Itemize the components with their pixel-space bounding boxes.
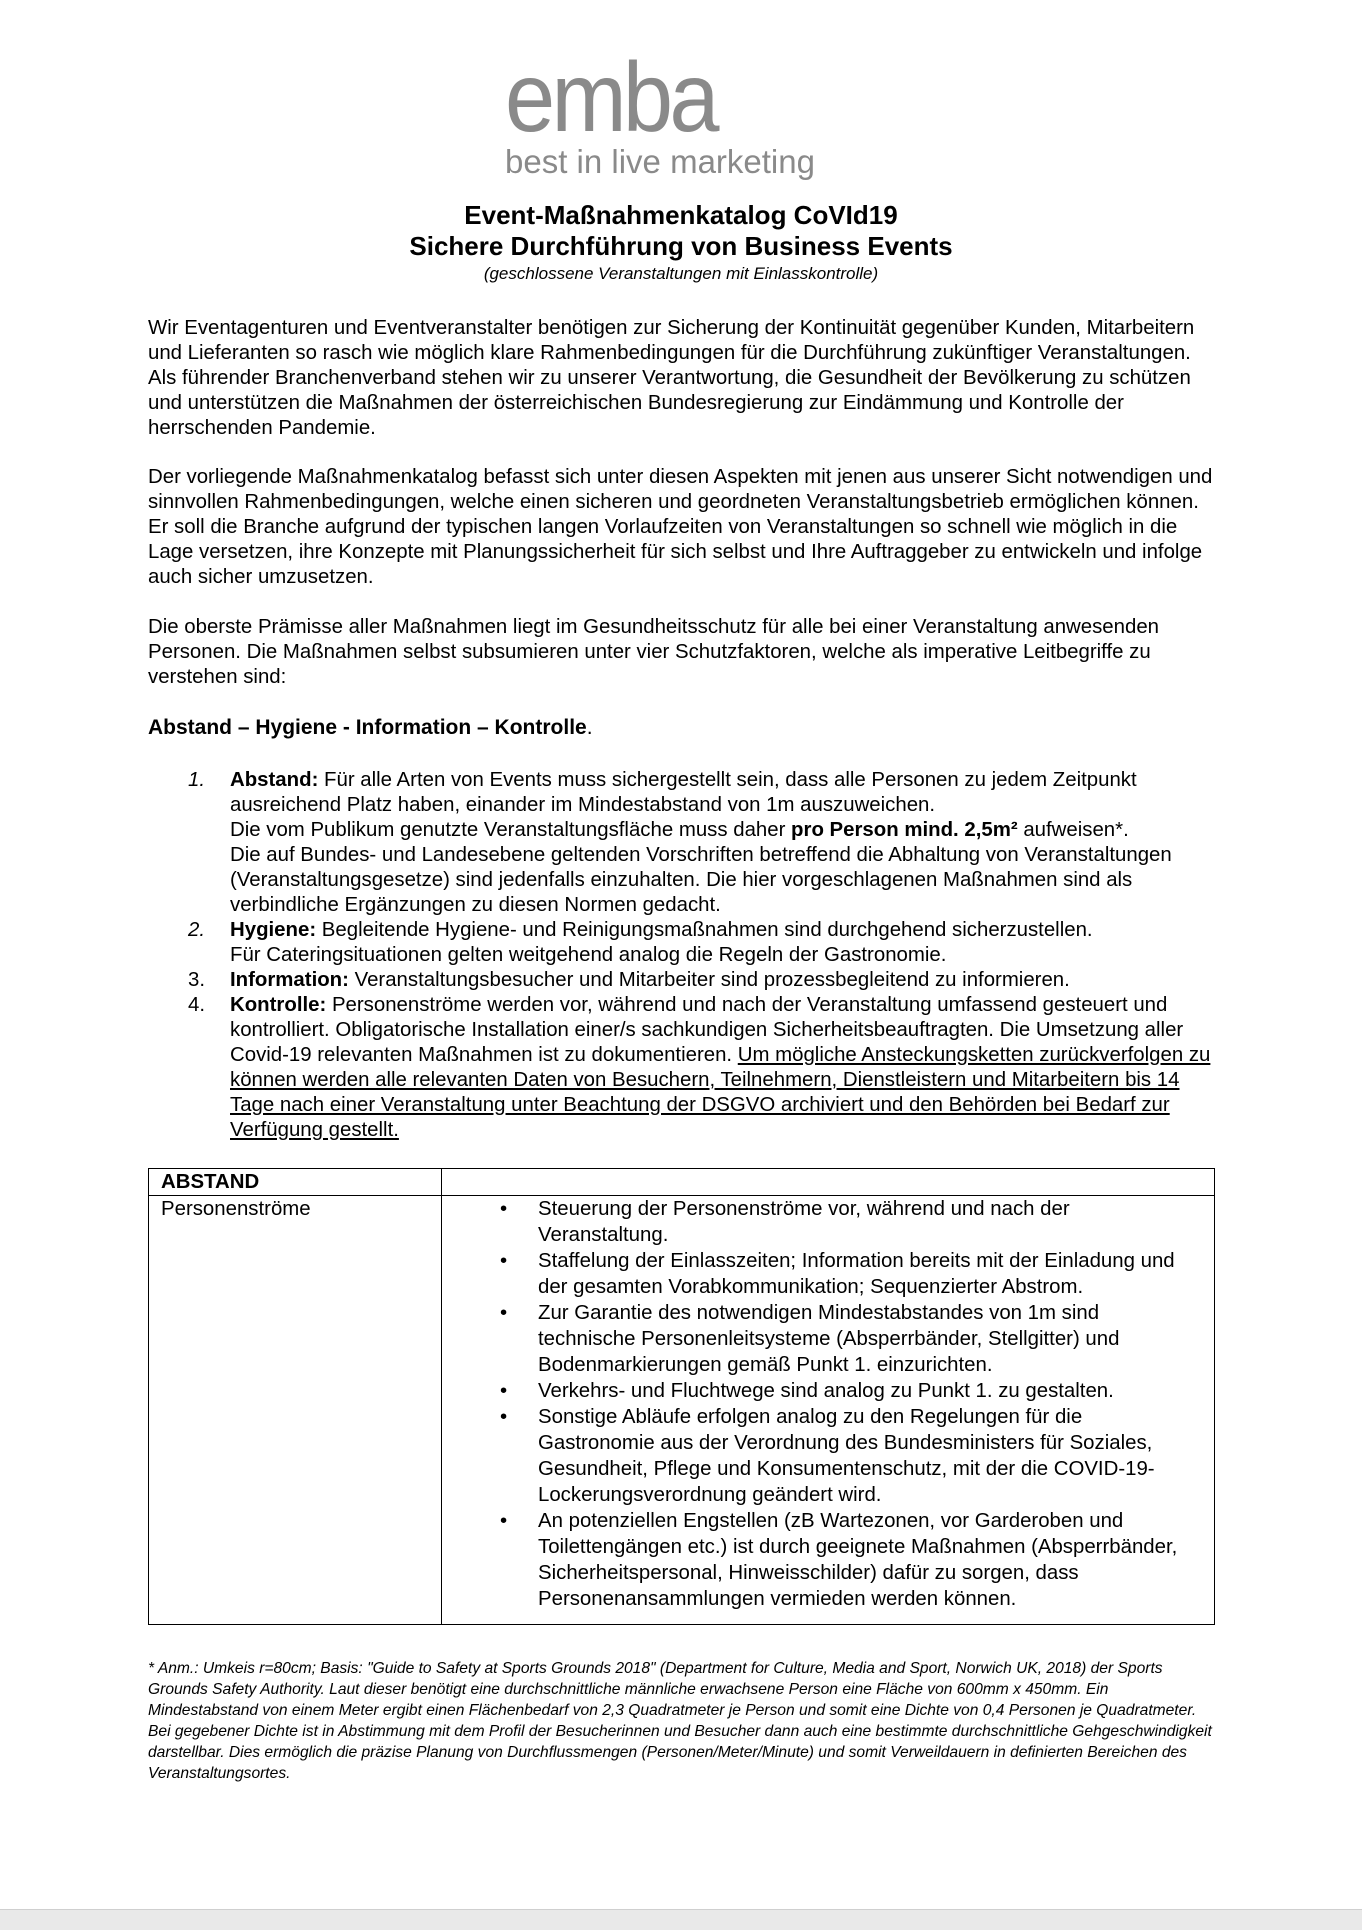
- list-item-text: [230, 768, 1220, 818]
- bullet-text: Staffelung der Einlasszeiten; Information bereits mit der Einladung und der gesamten Vorabkommunikation; Sequenzierter Abstrom.: [538, 1250, 1175, 1298]
- list-text: Begleitende Hygiene- und Reinigungsmaßnahmen sind durchgehend sicherzustellen.: [316, 919, 1093, 941]
- list-item-text: Für Cateringsituationen gelten weitgehend analog die Regeln der Gastronomie.: [230, 944, 947, 966]
- bullet-item: [454, 1508, 1202, 1612]
- list-item-abstand: [148, 768, 1220, 918]
- list-emphasis: pro Person mind. 2,5m²: [791, 819, 1018, 841]
- list-item-kontrolle: [148, 993, 1220, 1143]
- table-header-cell: [149, 1169, 442, 1196]
- list-term: Kontrolle:: [230, 994, 327, 1016]
- bullet-text: Zur Garantie des notwendigen Mindestabstandes von 1m sind technische Personenleitsysteme (Absperrbänder, Stellgitter) und Bodenmarkierungen gemäß Punkt 1. einzurichten.: [538, 1302, 1120, 1376]
- bullet-icon: •: [500, 1198, 508, 1220]
- table-row-label: Personenströme: [149, 1196, 442, 1625]
- logo-wordmark: emba: [505, 42, 716, 152]
- bullet-item: [454, 1196, 1202, 1248]
- bullet-item: [454, 1404, 1202, 1508]
- table-header-cell-empty: [442, 1169, 1215, 1196]
- document-subtitle-heading: Sichere Durchführung von Business Events: [409, 231, 953, 261]
- bullet-text: Steuerung der Personenströme vor, während und nach der Veranstaltung.: [538, 1198, 1070, 1246]
- list-number: 3.: [188, 969, 206, 991]
- bullet-text: Sonstige Abläufe erfolgen analog zu den Regelungen für die Gastronomie aus der Verordnung des Bundesministers für Soziales, Gesundheit, Pflege und Konsumentenschutz, mit der die COVID-19-Lockerungsverordnung geändert wird.: [538, 1406, 1155, 1506]
- intro-paragraph-1: Wir Eventagenturen und Eventveranstalter benötigen zur Sicherung der Kontinuität gegenüber Kunden, Mitarbeitern und Lieferanten so rasch wie möglich klare Rahmenbedingungen für die Durchführung zukünftiger Veranstaltungen. Als führender Branchenverband stehen wir zu unserer Verantwortung, die Gesundheit der Bevölkerung zu schützen und unterstützen die Maßnahmen der österreichischen Bundesregierung zur Eindämmung und Kontrolle der herrschenden Pandemie.: [148, 317, 1195, 439]
- table-header-row: [149, 1169, 1215, 1196]
- list-text: Für alle Arten von Events muss sichergestellt sein, dass alle Personen zu jedem Zeitpunkt ausreichend Platz haben, einander im Mindestabstand von 1m auszuweichen.: [230, 769, 1137, 816]
- list-term: Information:: [230, 969, 349, 991]
- list-item-text: Die auf Bundes- und Landesebene geltenden Vorschriften betreffend die Abhaltung von Veranstaltungen (Veranstaltungsgesetze) sind jedenfalls einzuhalten. Die hier vorgeschlagenen Maßnahmen sind als verbindliche Ergänzungen zu diesen Normen gedacht.: [230, 844, 1172, 916]
- bullet-icon: •: [500, 1510, 508, 1532]
- protection-factors-line: [148, 715, 593, 741]
- list-number: 1.: [188, 769, 206, 791]
- list-text: Personenströme werden vor, während und nach der Veranstaltung umfassend gesteuert und kontrolliert. Obligatorische Installation einer/s sachkundigen Sicherheitsbeauftragten. Die Umsetzung aller Covid-19 relevanten Maßnahmen ist zu dokumentieren.: [230, 994, 1184, 1066]
- list-text: Die vom Publikum genutzte Veranstaltungsfläche muss daher: [230, 819, 792, 841]
- abstand-table: [148, 1168, 1215, 1625]
- list-item-text: [230, 818, 1220, 843]
- list-item-information: [148, 968, 1220, 993]
- table-row: [149, 1196, 1215, 1625]
- measures-list: [148, 768, 1220, 1143]
- emba-logo: [505, 42, 865, 180]
- list-term: Hygiene:: [230, 919, 317, 941]
- list-text: aufweisen*.: [1017, 819, 1129, 841]
- bullet-item: [454, 1378, 1202, 1404]
- document-scope-note: (geschlossene Veranstaltungen mit Einlasskontrolle): [483, 264, 879, 283]
- factors-period: .: [586, 716, 593, 739]
- table-header-text: ABSTAND: [161, 1171, 260, 1193]
- list-number: 4.: [188, 994, 206, 1016]
- bullet-icon: •: [500, 1380, 508, 1402]
- factors-text: Abstand – Hygiene - Information – Kontrolle: [148, 716, 587, 739]
- bullet-item: [454, 1248, 1202, 1300]
- table-row-content: [442, 1196, 1215, 1625]
- bullet-text: Verkehrs- und Fluchtwege sind analog zu Punkt 1. zu gestalten.: [538, 1380, 1114, 1402]
- bullet-list: [454, 1196, 1202, 1624]
- list-item-text: [230, 918, 1220, 943]
- intro-paragraph-3: Die oberste Prämisse aller Maßnahmen liegt im Gesundheitsschutz für alle bei einer Veranstaltung anwesenden Personen. Die Maßnahmen selbst subsumieren unter vier Schutzfaktoren, welche als imperative Leitbegriffe zu verstehen sind:: [148, 616, 1160, 688]
- bullet-icon: •: [500, 1250, 508, 1272]
- list-text: Veranstaltungsbesucher und Mitarbeiter sind prozessbegleitend zu informieren.: [348, 969, 1070, 991]
- list-number: 2.: [188, 919, 206, 941]
- bullet-item: [454, 1300, 1202, 1378]
- list-item-text: [230, 993, 1220, 1143]
- bullet-icon: •: [500, 1302, 508, 1324]
- viewer-bottom-bar: [0, 1909, 1362, 1930]
- list-item-hygiene: [148, 918, 1220, 968]
- logo-tagline: best in live marketing: [505, 143, 815, 180]
- intro-paragraph-2: Der vorliegende Maßnahmenkatalog befasst sich unter diesen Aspekten mit jenen aus unserer Sicht notwendigen und sinnvollen Rahmenbedingungen, welche einen sicheren und geordneten Veranstaltungsbetrieb ermöglichen können. Er soll die Branche aufgrund der typischen langen Vorlaufzeiten von Veranstaltungen so schnell wie möglich in die Lage versetzen, ihre Konzepte mit Planungssicherheit für sich selbst und Ihre Auftraggeber zu entwickeln und infolge auch sicher umzusetzen.: [148, 466, 1213, 588]
- list-item-text: [230, 968, 1220, 993]
- bullet-text: An potenziellen Engstellen (zB Wartezonen, vor Garderoben und Toilettengängen etc.) ist durch geeignete Maßnahmen (Absperrbänder, Sicherheitspersonal, Hinweisschilder) dafür zu sorgen, dass Personenansammlungen vermieden werden können.: [538, 1510, 1178, 1610]
- bullet-icon: •: [500, 1406, 508, 1428]
- footnote: * Anm.: Umkeis r=80cm; Basis: "Guide to Safety at Sports Grounds 2018" (Department for Culture, Media and Sport, Norwich UK, 2018) der Sports Grounds Safety Authority. Laut dieser benötigt eine durchschnittliche männliche erwachsene Person eine Fläche von 600mm x 450mm. Ein Mindestabstand von einem Meter ergibt einen Flächenbedarf von 2,3 Quadratmeter je Person und somit eine Dichte von 0,4 Personen je Quadratmeter. Bei gegebener Dichte ist in Abstimmung mit dem Profil der Besucherinnen und Besucher dann auch eine bestimmte durchschnittliche Gehgeschwindigkeit darstellbar. Dies ermöglich die präzise Planung von Durchflussmengen (Personen/Meter/Minute) und somit Verweildauern in definierten Bereichen des Veranstaltungsortes.: [148, 1660, 1212, 1782]
- list-underlined-text: Um mögliche Ansteckungsketten zurückverfolgen zu können werden alle relevanten Daten von Besuchern, Teilnehmern, Dienstleistern und Mitarbeitern bis 14 Tage nach einer Veranstaltung unter Beachtung der DSGVO archiviert und den Behörden bei Bedarf zur Verfügung gestellt.: [230, 1044, 1211, 1141]
- document-title: Event-Maßnahmenkatalog CoVId19: [464, 200, 898, 230]
- list-term: Abstand:: [230, 769, 319, 791]
